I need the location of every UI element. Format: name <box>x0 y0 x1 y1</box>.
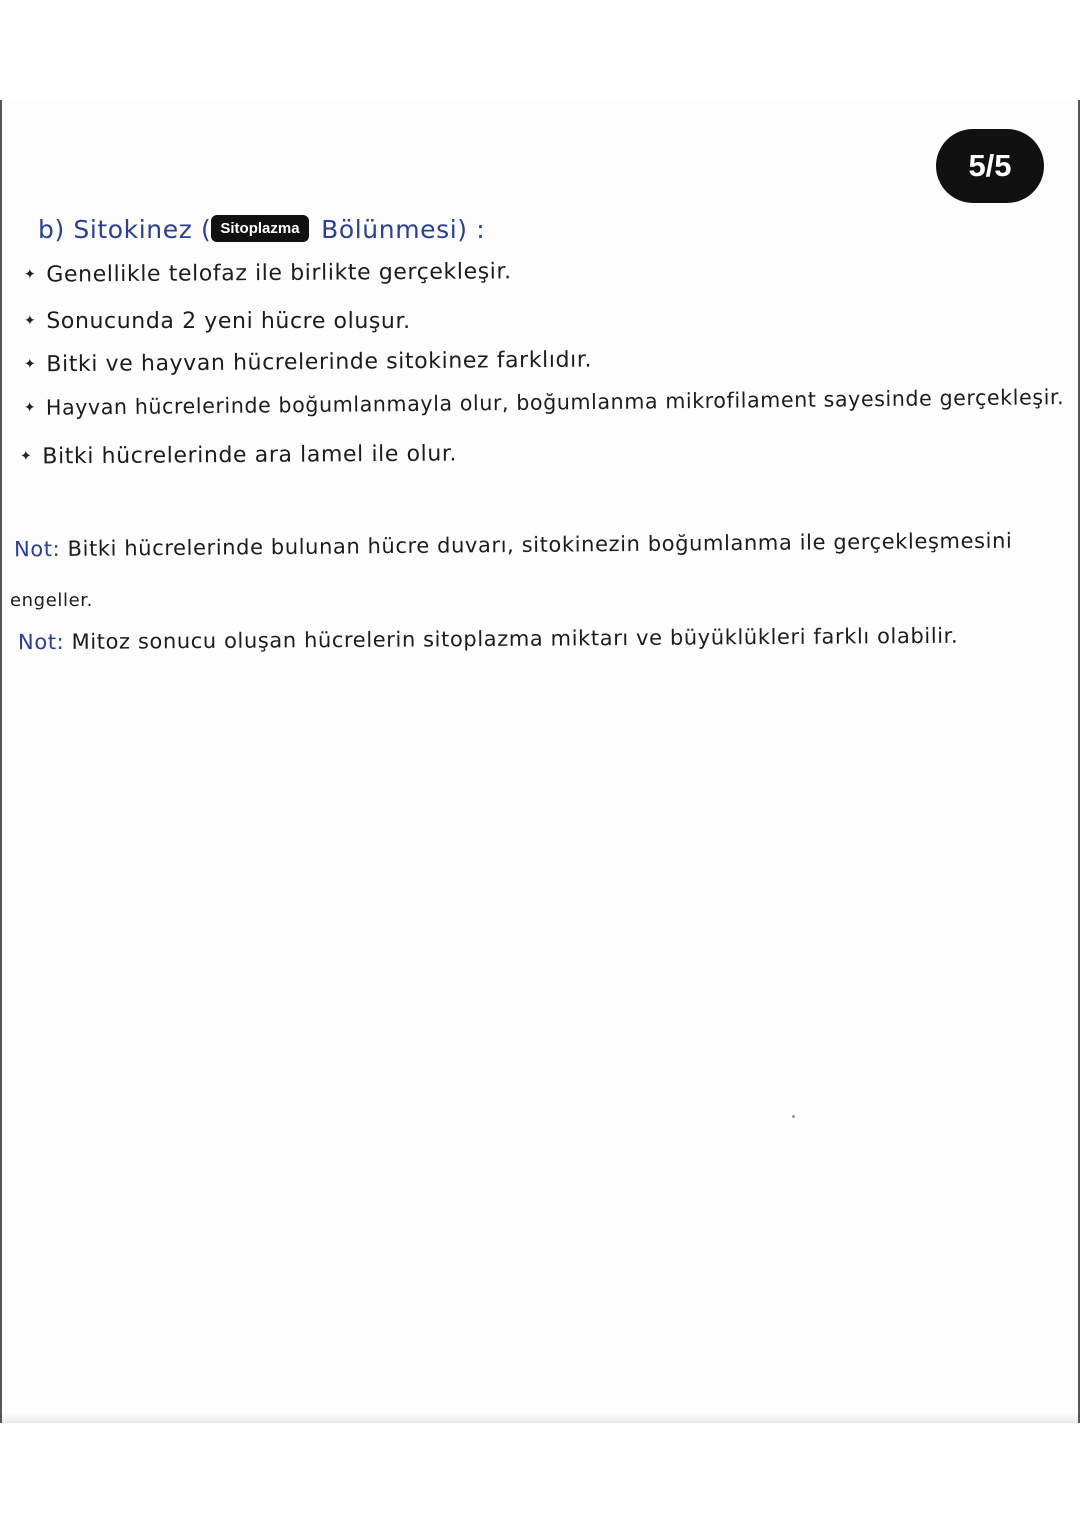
bullet-item <box>24 348 592 378</box>
note-label: Not: <box>13 536 61 562</box>
note-text: Bitki hücrelerinde bulunan hücre duvarı, sitokinezin boğumlanma ile gerçekleşmesini <box>67 528 1013 561</box>
heading-suffix: Bölünmesi) : <box>321 215 486 244</box>
note-label: Not: <box>17 629 65 655</box>
bullet-icon: ✦ <box>19 448 33 465</box>
bullet-icon: ✦ <box>24 313 37 329</box>
heading-open-paren: ( <box>201 215 212 244</box>
note-text: Mitoz sonucu oluşan hücrelerin sitoplazma miktarı ve büyüklükleri farklı olabilir. <box>71 623 959 654</box>
bullet-item <box>20 441 457 469</box>
bullet-icon: ✦ <box>23 266 37 283</box>
bullet-text: Genellikle telofaz ile birlikte gerçekleşir. <box>46 259 512 288</box>
notebook-page <box>0 100 1080 1423</box>
paper-speck <box>792 1115 795 1118</box>
note-1-continuation <box>10 590 93 611</box>
note-text: engeller. <box>10 590 93 611</box>
page-indicator-badge <box>936 129 1044 203</box>
bullet-text: Bitki ve hayvan hücrelerinde sitokinez farklıdır. <box>46 347 593 378</box>
highlight-tag: Sitoplazma <box>211 215 308 242</box>
top-margin <box>0 0 1080 100</box>
bullet-text: Hayvan hücrelerinde boğumlanmayla olur, boğumlanma mikrofilament sayesinde gerçekleşir. <box>45 385 1065 420</box>
bullet-item <box>24 309 411 334</box>
section-heading <box>38 215 485 245</box>
bullet-icon: ✦ <box>23 399 37 416</box>
bullet-text: Sonucunda 2 yeni hücre oluşur. <box>46 309 411 334</box>
bottom-margin <box>0 1423 1080 1527</box>
page-indicator-text: 5/5 <box>968 148 1012 183</box>
heading-prefix: b) Sitokinez <box>38 215 193 244</box>
bullet-text: Bitki hücrelerinde ara lamel ile olur. <box>42 441 458 470</box>
bullet-item <box>24 259 512 287</box>
bullet-icon: ✦ <box>23 356 37 373</box>
